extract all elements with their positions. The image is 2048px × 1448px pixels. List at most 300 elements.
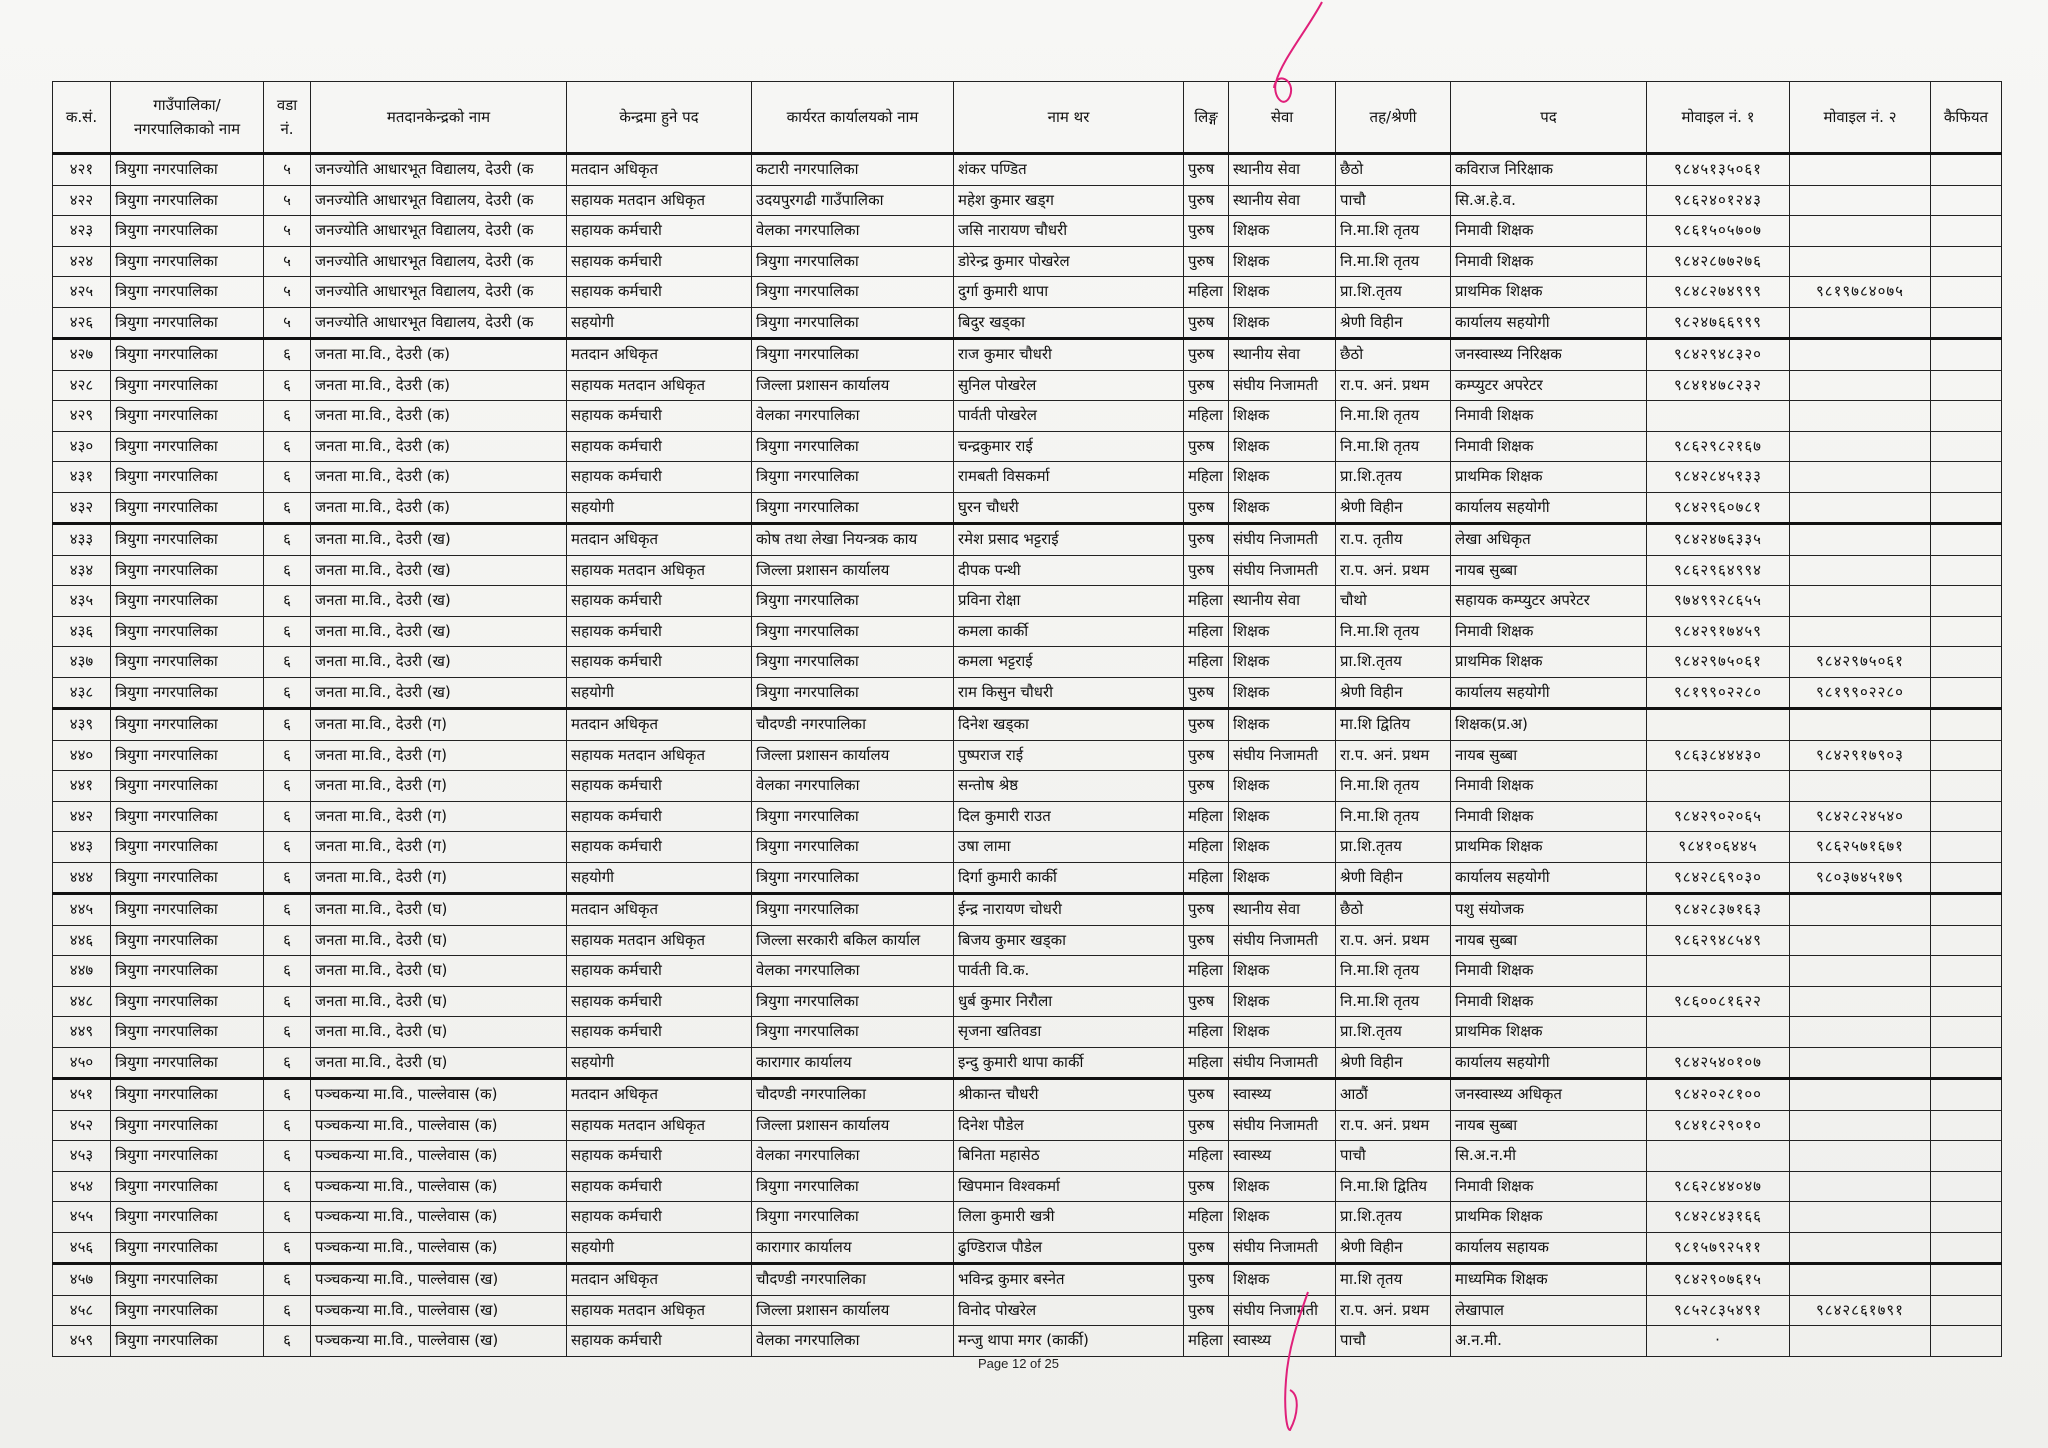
cell-role: सहायक कर्मचारी [567, 832, 752, 863]
table-row [53, 647, 2002, 678]
table-row [53, 1141, 2002, 1172]
cell-service: संघीय निजामती [1229, 1110, 1336, 1141]
cell-ward: ६ [264, 925, 311, 956]
cell-remarks [1931, 647, 2002, 678]
cell-remarks [1931, 524, 2002, 556]
cell-post: प्राथमिक शिक्षक [1451, 1017, 1647, 1048]
cell-service: शिक्षक [1229, 862, 1336, 894]
cell-name: महेश कुमार खड्ग [954, 185, 1184, 216]
cell-service: स्थानीय सेवा [1229, 339, 1336, 371]
cell-mobile-2 [1790, 1171, 1931, 1202]
cell-name: लिला कुमारी खत्री [954, 1202, 1184, 1233]
cell-post: निमावी शिक्षक [1451, 431, 1647, 462]
cell-center: जनता मा.वि., देउरी (क) [311, 370, 567, 401]
cell-mobile-2: ९८१९९०२२८० [1790, 677, 1931, 709]
cell-remarks [1931, 339, 2002, 371]
cell-level: रा.प. अनं. प्रथम [1336, 740, 1451, 771]
cell-remarks [1931, 986, 2002, 1017]
cell-serial: ४३९ [53, 709, 111, 741]
cell-gender: महिला [1184, 1202, 1229, 1233]
cell-remarks [1931, 709, 2002, 741]
cell-gender: पुरुष [1184, 492, 1229, 524]
cell-name: दिनेश पौडेल [954, 1110, 1184, 1141]
cell-gender: महिला [1184, 801, 1229, 832]
cell-post: निमावी शिक्षक [1451, 246, 1647, 277]
cell-mobile-2 [1790, 616, 1931, 647]
cell-office: त्रियुगा नगरपालिका [752, 277, 954, 308]
cell-name: खिपमान विश्वकर्मा [954, 1171, 1184, 1202]
table-row [53, 370, 2002, 401]
cell-role: सहायक मतदान अधिकृत [567, 1295, 752, 1326]
cell-palika: त्रियुगा नगरपालिका [111, 216, 264, 247]
cell-mobile-2 [1790, 1110, 1931, 1141]
cell-serial: ४४७ [53, 956, 111, 987]
cell-office: कारागार कार्यालय [752, 1232, 954, 1264]
cell-role: सहयोगी [567, 677, 752, 709]
cell-serial: ४३१ [53, 462, 111, 493]
cell-palika: त्रियुगा नगरपालिका [111, 462, 264, 493]
cell-level: पाचौ [1336, 1326, 1451, 1357]
table-row [53, 401, 2002, 432]
cell-post: निमावी शिक्षक [1451, 986, 1647, 1017]
cell-mobile-2 [1790, 246, 1931, 277]
cell-ward: ६ [264, 1110, 311, 1141]
table-row [53, 307, 2002, 339]
cell-service: शिक्षक [1229, 1017, 1336, 1048]
cell-office: जिल्ला प्रशासन कार्यालय [752, 1110, 954, 1141]
cell-remarks [1931, 1295, 2002, 1326]
cell-role: सहायक कर्मचारी [567, 401, 752, 432]
cell-gender: महिला [1184, 1047, 1229, 1079]
cell-name: धुर्ब कुमार निरौला [954, 986, 1184, 1017]
cell-service: शिक्षक [1229, 771, 1336, 802]
cell-level: प्रा.शि.तृतय [1336, 462, 1451, 493]
cell-role: सहायक कर्मचारी [567, 1141, 752, 1172]
cell-role: सहयोगी [567, 1232, 752, 1264]
table-header-row [53, 82, 2002, 154]
cell-post: निमावी शिक्षक [1451, 1171, 1647, 1202]
cell-palika: त्रियुगा नगरपालिका [111, 555, 264, 586]
page-number: Page 12 of 25 [978, 1356, 1059, 1371]
cell-mobile-2 [1790, 771, 1931, 802]
cell-serial: ४३६ [53, 616, 111, 647]
cell-name: डोरेन्द्र कुमार पोखरेल [954, 246, 1184, 277]
cell-role: मतदान अधिकृत [567, 524, 752, 556]
cell-center: जनता मा.वि., देउरी (ख) [311, 586, 567, 617]
header-office: कार्यरत कार्यालयको नाम [752, 82, 954, 154]
cell-gender: पुरुष [1184, 677, 1229, 709]
cell-center: जनता मा.वि., देउरी (ग) [311, 771, 567, 802]
cell-post: प्राथमिक शिक्षक [1451, 832, 1647, 863]
cell-level: नि.मा.शि तृतय [1336, 986, 1451, 1017]
cell-role: सहायक कर्मचारी [567, 801, 752, 832]
cell-ward: ६ [264, 1295, 311, 1326]
cell-post: नायब सुब्बा [1451, 925, 1647, 956]
polling-staff-table [52, 81, 2002, 1357]
cell-service: शिक्षक [1229, 1202, 1336, 1233]
table-row [53, 709, 2002, 741]
cell-remarks [1931, 1110, 2002, 1141]
cell-gender: पुरुष [1184, 216, 1229, 247]
cell-service: संघीय निजामती [1229, 925, 1336, 956]
cell-ward: ५ [264, 154, 311, 186]
cell-ward: ६ [264, 1326, 311, 1357]
cell-palika: त्रियुगा नगरपालिका [111, 771, 264, 802]
cell-gender: पुरुष [1184, 307, 1229, 339]
cell-serial: ४३० [53, 431, 111, 462]
header-name: नाम थर [954, 82, 1184, 154]
cell-mobile-2 [1790, 431, 1931, 462]
cell-gender: महिला [1184, 832, 1229, 863]
cell-level: रा.प. अनं. प्रथम [1336, 1295, 1451, 1326]
cell-post: पशु संयोजक [1451, 894, 1647, 926]
cell-name: ढुण्डिराज पाैडेल [954, 1232, 1184, 1264]
cell-service: संघीय निजामती [1229, 1295, 1336, 1326]
cell-center: जनता मा.वि., देउरी (ग) [311, 832, 567, 863]
cell-gender: महिला [1184, 462, 1229, 493]
cell-level: मा.शि तृतय [1336, 1264, 1451, 1296]
header-palika: गाउँपालिका/नगरपालिकाको नाम [111, 82, 264, 154]
cell-name: बिनिता महासेठ [954, 1141, 1184, 1172]
cell-name: रामबती विसकर्मा [954, 462, 1184, 493]
cell-mobile-2 [1790, 1202, 1931, 1233]
cell-center: जनता मा.वि., देउरी (ग) [311, 862, 567, 894]
cell-level: श्रेणी विहीन [1336, 1232, 1451, 1264]
cell-gender: पुरुष [1184, 709, 1229, 741]
cell-service: शिक्षक [1229, 956, 1336, 987]
cell-serial: ४२६ [53, 307, 111, 339]
cell-center: जनता मा.वि., देउरी (घ) [311, 1017, 567, 1048]
cell-serial: ४५८ [53, 1295, 111, 1326]
table-row [53, 555, 2002, 586]
cell-mobile-1 [1647, 956, 1790, 987]
cell-role: सहायक कर्मचारी [567, 771, 752, 802]
cell-office: त्रियुगा नगरपालिका [752, 1202, 954, 1233]
cell-office: कोष तथा लेखा नियन्त्रक काय [752, 524, 954, 556]
cell-ward: ५ [264, 307, 311, 339]
cell-mobile-1: ९८१९९०२२८० [1647, 677, 1790, 709]
cell-remarks [1931, 370, 2002, 401]
cell-palika: त्रियुगा नगरपालिका [111, 154, 264, 186]
table-row [53, 492, 2002, 524]
cell-ward: ५ [264, 185, 311, 216]
cell-palika: त्रियुगा नगरपालिका [111, 1110, 264, 1141]
cell-gender: पुरुष [1184, 339, 1229, 371]
cell-palika: त्रियुगा नगरपालिका [111, 986, 264, 1017]
cell-mobile-2 [1790, 986, 1931, 1017]
cell-serial: ४५४ [53, 1171, 111, 1202]
cell-level: पाचौ [1336, 1141, 1451, 1172]
cell-office: त्रियुगा नगरपालिका [752, 492, 954, 524]
cell-post: नायब सुब्बा [1451, 1110, 1647, 1141]
cell-serial: ४५९ [53, 1326, 111, 1357]
cell-level: नि.मा.शि तृतय [1336, 956, 1451, 987]
cell-service: शिक्षक [1229, 986, 1336, 1017]
cell-role: मतदान अधिकृत [567, 1079, 752, 1111]
cell-office: कारागार कार्यालय [752, 1047, 954, 1079]
cell-mobile-1: ९८६२९६४९९४ [1647, 555, 1790, 586]
cell-office: त्रियुगा नगरपालिका [752, 462, 954, 493]
cell-serial: ४२२ [53, 185, 111, 216]
cell-gender: महिला [1184, 1017, 1229, 1048]
header-mobile-1: मोवाइल नं. १ [1647, 82, 1790, 154]
cell-name: पार्वती पोखरेल [954, 401, 1184, 432]
cell-office: त्रियुगा नगरपालिका [752, 431, 954, 462]
cell-ward: ६ [264, 524, 311, 556]
cell-post: प्राथमिक शिक्षक [1451, 277, 1647, 308]
cell-service: शिक्षक [1229, 647, 1336, 678]
cell-ward: ६ [264, 431, 311, 462]
cell-name: सृजना खतिवडा [954, 1017, 1184, 1048]
cell-post: कार्यालय सहयोगी [1451, 492, 1647, 524]
cell-mobile-1: ९८४८२७४९९९ [1647, 277, 1790, 308]
cell-ward: ६ [264, 956, 311, 987]
cell-remarks [1931, 956, 2002, 987]
cell-center: जनता मा.वि., देउरी (क) [311, 462, 567, 493]
cell-center: जनज्योति आधारभूत विद्यालय, देउरी (क [311, 277, 567, 308]
cell-ward: ६ [264, 801, 311, 832]
cell-remarks [1931, 431, 2002, 462]
cell-level: श्रेणी विहीन [1336, 677, 1451, 709]
cell-palika: त्रियुगा नगरपालिका [111, 246, 264, 277]
cell-level: प्रा.शि.तृतय [1336, 1202, 1451, 1233]
cell-service: स्वास्थ्य [1229, 1326, 1336, 1357]
cell-mobile-1: ९८६२४०१२४३ [1647, 185, 1790, 216]
cell-name: विनोद पोखरेल [954, 1295, 1184, 1326]
cell-ward: ६ [264, 677, 311, 709]
cell-palika: त्रियुगा नगरपालिका [111, 1295, 264, 1326]
cell-palika: त्रियुगा नगरपालिका [111, 307, 264, 339]
cell-palika: त्रियुगा नगरपालिका [111, 862, 264, 894]
cell-mobile-2 [1790, 492, 1931, 524]
table-row [53, 925, 2002, 956]
cell-mobile-2 [1790, 586, 1931, 617]
cell-mobile-1: ९८४२८४३१६६ [1647, 1202, 1790, 1233]
cell-remarks [1931, 555, 2002, 586]
cell-mobile-2: ९८४२८६१७९१ [1790, 1295, 1931, 1326]
cell-mobile-2: ९८१९७८४०७५ [1790, 277, 1931, 308]
cell-post: नायब सुब्बा [1451, 740, 1647, 771]
cell-service: स्थानीय सेवा [1229, 154, 1336, 186]
cell-mobile-1: ९८४२९६०७८१ [1647, 492, 1790, 524]
header-service: सेवा [1229, 82, 1336, 154]
cell-center: जनज्योति आधारभूत विद्यालय, देउरी (क [311, 307, 567, 339]
cell-remarks [1931, 401, 2002, 432]
cell-mobile-2 [1790, 1264, 1931, 1296]
cell-post: प्राथमिक शिक्षक [1451, 1202, 1647, 1233]
cell-serial: ४३४ [53, 555, 111, 586]
cell-service: संघीय निजामती [1229, 555, 1336, 586]
cell-role: सहायक कर्मचारी [567, 1326, 752, 1357]
cell-remarks [1931, 740, 2002, 771]
cell-mobile-1 [1647, 401, 1790, 432]
cell-gender: पुरुष [1184, 740, 1229, 771]
cell-remarks [1931, 832, 2002, 863]
cell-post: कविराज निरिक्षाक [1451, 154, 1647, 186]
cell-name: जसि नारायण चौधरी [954, 216, 1184, 247]
cell-center: पञ्चकन्या मा.वि., पाल्लेवास (क) [311, 1202, 567, 1233]
cell-center: जनज्योति आधारभूत विद्यालय, देउरी (क [311, 185, 567, 216]
cell-name: दिर्गा कुमारी कार्की [954, 862, 1184, 894]
cell-center: जनता मा.वि., देउरी (क) [311, 431, 567, 462]
cell-mobile-2 [1790, 524, 1931, 556]
cell-role: सहायक कर्मचारी [567, 586, 752, 617]
cell-remarks [1931, 1079, 2002, 1111]
cell-role: सहायक कर्मचारी [567, 956, 752, 987]
table-row [53, 1171, 2002, 1202]
cell-palika: त्रियुगा नगरपालिका [111, 1171, 264, 1202]
cell-palika: त्रियुगा नगरपालिका [111, 370, 264, 401]
cell-gender: महिला [1184, 647, 1229, 678]
cell-remarks [1931, 894, 2002, 926]
cell-post: निमावी शिक्षक [1451, 401, 1647, 432]
cell-mobile-2: ९८०३७४५१७९ [1790, 862, 1931, 894]
cell-center: पञ्चकन्या मा.वि., पाल्लेवास (क) [311, 1171, 567, 1202]
cell-service: स्थानीय सेवा [1229, 185, 1336, 216]
cell-palika: त्रियुगा नगरपालिका [111, 339, 264, 371]
cell-service: स्थानीय सेवा [1229, 894, 1336, 926]
cell-name: दिल कुमारी राउत [954, 801, 1184, 832]
cell-office: वेलका नगरपालिका [752, 771, 954, 802]
cell-level: नि.मा.शि द्वितिय [1336, 1171, 1451, 1202]
cell-mobile-1: ९८५२८३५४९१ [1647, 1295, 1790, 1326]
cell-center: जनता मा.वि., देउरी (ख) [311, 616, 567, 647]
cell-palika: त्रियुगा नगरपालिका [111, 801, 264, 832]
cell-level: रा.प. अनं. प्रथम [1336, 1110, 1451, 1141]
cell-serial: ४४४ [53, 862, 111, 894]
header-ward: वडा नं. [264, 82, 311, 154]
table-row [53, 1079, 2002, 1111]
cell-remarks [1931, 185, 2002, 216]
cell-center: जनता मा.वि., देउरी (ख) [311, 524, 567, 556]
cell-post: जनस्वास्थ्य अधिकृत [1451, 1079, 1647, 1111]
cell-level: नि.मा.शि तृतय [1336, 616, 1451, 647]
cell-name: इन्दु कुमारी थापा कार्की [954, 1047, 1184, 1079]
table-row [53, 1202, 2002, 1233]
cell-center: पञ्चकन्या मा.वि., पाल्लेवास (क) [311, 1141, 567, 1172]
cell-remarks [1931, 154, 2002, 186]
header-level: तह/श्रेणी [1336, 82, 1451, 154]
cell-mobile-1: ९८४२९१७४५९ [1647, 616, 1790, 647]
cell-palika: त्रियुगा नगरपालिका [111, 1047, 264, 1079]
cell-name: मन्जु थापा मगर (कार्की) [954, 1326, 1184, 1357]
cell-center: जनता मा.वि., देउरी (घ) [311, 925, 567, 956]
cell-serial: ४२७ [53, 339, 111, 371]
cell-mobile-2: ९८४२९१७९०३ [1790, 740, 1931, 771]
cell-office: त्रियुगा नगरपालिका [752, 1017, 954, 1048]
cell-office: त्रियुगा नगरपालिका [752, 832, 954, 863]
cell-office: वेलका नगरपालिका [752, 956, 954, 987]
cell-remarks [1931, 1171, 2002, 1202]
cell-serial: ४५५ [53, 1202, 111, 1233]
cell-ward: ६ [264, 1141, 311, 1172]
header-remarks: कैफियत [1931, 82, 2002, 154]
cell-mobile-2 [1790, 154, 1931, 186]
cell-remarks [1931, 925, 2002, 956]
cell-level: रा.प. अनं. प्रथम [1336, 370, 1451, 401]
cell-serial: ४५७ [53, 1264, 111, 1296]
cell-post: निमावी शिक्षक [1451, 771, 1647, 802]
cell-level: श्रेणी विहीन [1336, 307, 1451, 339]
cell-name: पार्वती वि.क. [954, 956, 1184, 987]
cell-mobile-1: ९८४२४७६३३५ [1647, 524, 1790, 556]
cell-role: मतदान अधिकृत [567, 894, 752, 926]
cell-mobile-2 [1790, 339, 1931, 371]
cell-remarks [1931, 492, 2002, 524]
cell-service: स्थानीय सेवा [1229, 586, 1336, 617]
cell-mobile-1 [1647, 1141, 1790, 1172]
table-row [53, 246, 2002, 277]
cell-gender: पुरुष [1184, 524, 1229, 556]
cell-mobile-2 [1790, 1079, 1931, 1111]
cell-role: सहायक कर्मचारी [567, 1171, 752, 1202]
cell-center: जनता मा.वि., देउरी (घ) [311, 956, 567, 987]
cell-palika: त्रियुगा नगरपालिका [111, 894, 264, 926]
table-row [53, 185, 2002, 216]
cell-service: शिक्षक [1229, 307, 1336, 339]
cell-center: जनता मा.वि., देउरी (ग) [311, 740, 567, 771]
cell-office: जिल्ला सरकारी बकिल कार्याल [752, 925, 954, 956]
cell-palika: त्रियुगा नगरपालिका [111, 1079, 264, 1111]
cell-office: त्रियुगा नगरपालिका [752, 339, 954, 371]
cell-mobile-1: ९८४२८६९०३० [1647, 862, 1790, 894]
cell-serial: ४२९ [53, 401, 111, 432]
cell-name: सन्तोष श्रेष्ठ [954, 771, 1184, 802]
cell-center: जनता मा.वि., देउरी (ख) [311, 647, 567, 678]
cell-center: जनता मा.वि., देउरी (घ) [311, 894, 567, 926]
cell-office: जिल्ला प्रशासन कार्यालय [752, 370, 954, 401]
cell-palika: त्रियुगा नगरपालिका [111, 616, 264, 647]
cell-post: कार्यालय सहयोगी [1451, 307, 1647, 339]
cell-level: श्रेणी विहीन [1336, 1047, 1451, 1079]
cell-mobile-1: ९८४२९७५०६१ [1647, 647, 1790, 678]
table-row [53, 986, 2002, 1017]
cell-center: जनज्योति आधारभूत विद्यालय, देउरी (क [311, 154, 567, 186]
cell-ward: ६ [264, 401, 311, 432]
cell-center: पञ्चकन्या मा.वि., पाल्लेवास (क) [311, 1110, 567, 1141]
cell-ward: ६ [264, 555, 311, 586]
cell-ward: ६ [264, 832, 311, 863]
cell-palika: त्रियुगा नगरपालिका [111, 185, 264, 216]
cell-post: सि.अ.न.मी [1451, 1141, 1647, 1172]
cell-name: घुरन चौधरी [954, 492, 1184, 524]
cell-level: नि.मा.शि तृतय [1336, 246, 1451, 277]
table-body [53, 154, 2002, 1357]
cell-post: कार्यालय सहायक [1451, 1232, 1647, 1264]
cell-remarks [1931, 616, 2002, 647]
cell-gender: पुरुष [1184, 1264, 1229, 1296]
cell-gender: पुरुष [1184, 185, 1229, 216]
cell-mobile-2: ९८४२९७५०६१ [1790, 647, 1931, 678]
cell-gender: पुरुष [1184, 555, 1229, 586]
cell-post: कम्प्युटर अपरेटर [1451, 370, 1647, 401]
table-row [53, 1110, 2002, 1141]
cell-serial: ४४३ [53, 832, 111, 863]
cell-name: चन्द्रकुमार राई [954, 431, 1184, 462]
cell-serial: ४२८ [53, 370, 111, 401]
cell-post: सि.अ.हे.व. [1451, 185, 1647, 216]
cell-mobile-1: ९८४२९०७६१५ [1647, 1264, 1790, 1296]
cell-ward: ६ [264, 586, 311, 617]
cell-service: शिक्षक [1229, 709, 1336, 741]
cell-role: सहायक कर्मचारी [567, 216, 752, 247]
cell-gender: पुरुष [1184, 1110, 1229, 1141]
cell-palika: त्रियुगा नगरपालिका [111, 1202, 264, 1233]
cell-office: त्रियुगा नगरपालिका [752, 894, 954, 926]
cell-name: रमेश प्रसाद भट्टराई [954, 524, 1184, 556]
header-post: पद [1451, 82, 1647, 154]
cell-ward: ५ [264, 246, 311, 277]
